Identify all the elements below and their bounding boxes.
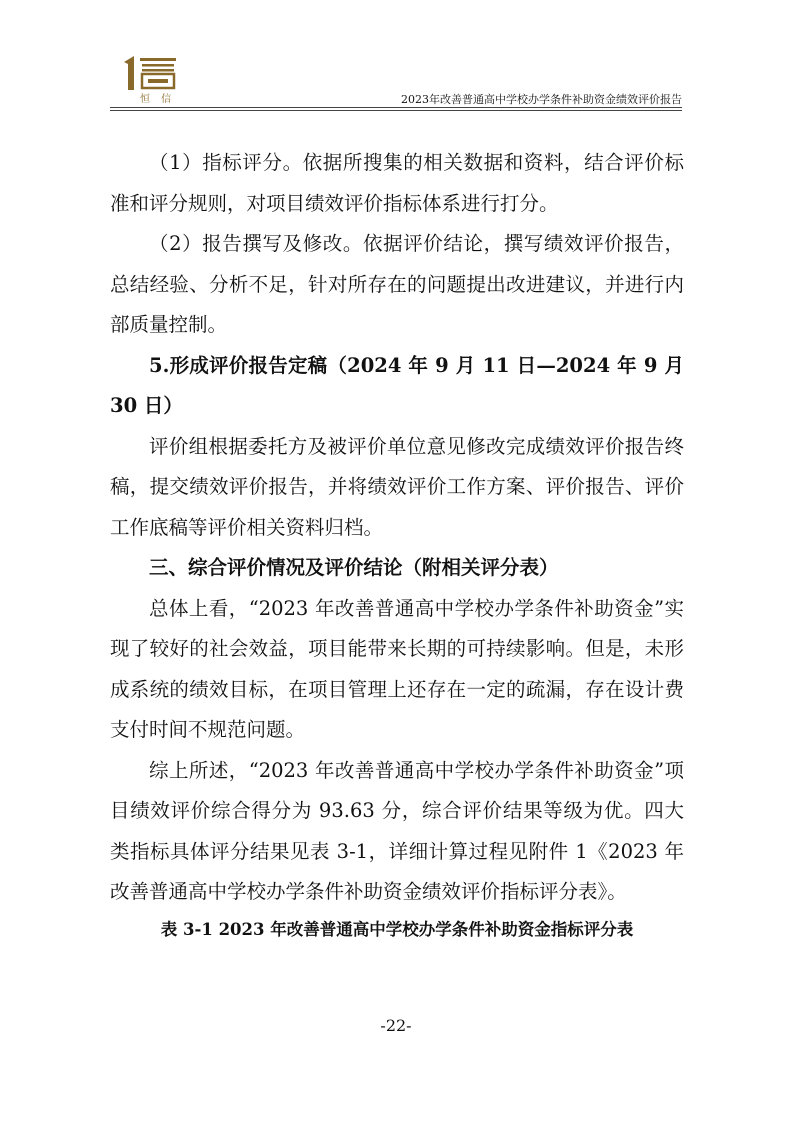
section-heading-conclusion: 三、综合评价情况及评价结论（附相关评分表）	[149, 556, 559, 579]
paragraph-report-writing: （2）报告撰写及修改。依据评价结论，撰写绩效评价报告，总结经验、分析不足，针对所存在的问题提出改进建议，并进行内部质量控制。	[110, 232, 684, 336]
logo-text: 恒 信	[140, 94, 176, 105]
paragraph-summary-score: 综上所述，“2023 年改善普通高中学校办学条件补助资金”项目绩效评价综合得分为 93.63 分，综合评价结果等级为优。四大类指标具体评分结果见表 3-1，详细计算过程见附件 1《2023 年改善普通高中学校办学条件补助资金绩效评价指标评分表》。	[110, 758, 684, 903]
table-caption: 表 3-1 2023 年改善普通高中学校办学条件补助资金指标评分表	[160, 919, 634, 939]
paragraph-indicator-scoring: （1）指标评分。依据所搜集的相关数据和资料，结合评价标准和评分规则，对项目绩效评价指标体系进行打分。	[110, 151, 684, 215]
page-number: -22-	[380, 1016, 412, 1035]
report-header-title: 2023年改善普通高中学校办学条件补助资金绩效评价报告	[401, 93, 682, 106]
header-rule-thin	[110, 110, 682, 111]
paragraph-overall-view: 总体上看，“2023 年改善普通高中学校办学条件补助资金”实现了较好的社会效益，项目能带来长期的可持续影响。但是，未形成系统的绩效目标，在项目管理上还存在一定的疏漏，存在设计费支付时间不规范问题。	[110, 596, 684, 741]
page-content	[110, 143, 684, 945]
section-heading-finalize: 5.形成评价报告定稿（2024 年 9 月 11 日—2024 年 9 月 30 日）	[110, 353, 684, 417]
header-rule	[110, 107, 682, 108]
paragraph-final-draft: 评价组根据委托方及被评价单位意见修改完成绩效评价报告终稿，提交绩效评价报告，并将绩效评价工作方案、评价报告、评价工作底稿等评价相关资料归档。	[110, 434, 684, 539]
